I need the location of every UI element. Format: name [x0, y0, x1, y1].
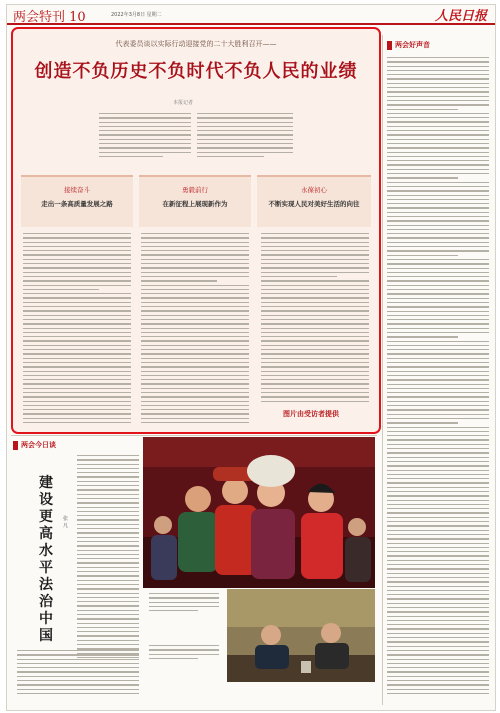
body-text-col-1	[23, 233, 131, 423]
body-text-col-3	[261, 233, 369, 403]
commentary-author: 张凡	[63, 516, 69, 529]
feature-headline: 创造不负历史不负时代不负人民的业绩	[34, 61, 358, 82]
feature-footer-tag: 图片由受访者提供	[283, 410, 339, 418]
commentary-title: 建设更高水平法治中国	[39, 475, 53, 644]
feature-article[interactable]	[11, 27, 381, 434]
section-title-1: 走出一条高质量发展之路	[41, 200, 113, 208]
column-divider	[382, 35, 383, 705]
intro-text-right	[197, 113, 293, 169]
section-title-3: 不断实现人民对美好生活的向往	[268, 200, 360, 208]
issue-date: 2022年3月8日 星期二	[111, 12, 162, 18]
section-title: 两会特刊 10	[13, 10, 86, 25]
commentary-text-right	[77, 455, 139, 665]
newspaper-page	[6, 4, 496, 711]
delegates-photo-illustration	[143, 437, 375, 588]
right-column-tag: 两会好声音	[387, 41, 430, 50]
section-title-2: 在新征程上展现新作为	[162, 200, 228, 208]
photo-credit-text	[149, 645, 219, 675]
section-kicker-3: 永葆初心	[301, 186, 327, 194]
page-number: 10	[69, 10, 86, 25]
section-kicker-2: 勇毅前行	[182, 186, 208, 194]
section-header-2	[139, 175, 251, 227]
meeting-photo-illustration	[227, 589, 375, 682]
feature-byline: 本报记者	[173, 100, 194, 106]
meeting-photo	[227, 589, 375, 682]
section-divider	[11, 435, 377, 436]
commentary-text-bottom	[17, 650, 139, 702]
delegates-photo	[143, 437, 375, 588]
newspaper-logo: 人民日报	[434, 9, 487, 24]
section-header-1	[21, 175, 133, 227]
masthead	[7, 5, 495, 25]
right-column-text	[387, 57, 489, 697]
body-text-col-2	[141, 233, 249, 423]
intro-text-left	[99, 113, 191, 169]
commentary-tag: 两会今日谈	[13, 441, 56, 450]
feature-kicker: 代表委员谈以实际行动迎接党的二十大胜利召开——	[115, 40, 277, 48]
photo-caption-text	[149, 593, 219, 629]
section-kicker-1: 接续奋斗	[64, 186, 90, 194]
section-header-3	[257, 175, 371, 227]
